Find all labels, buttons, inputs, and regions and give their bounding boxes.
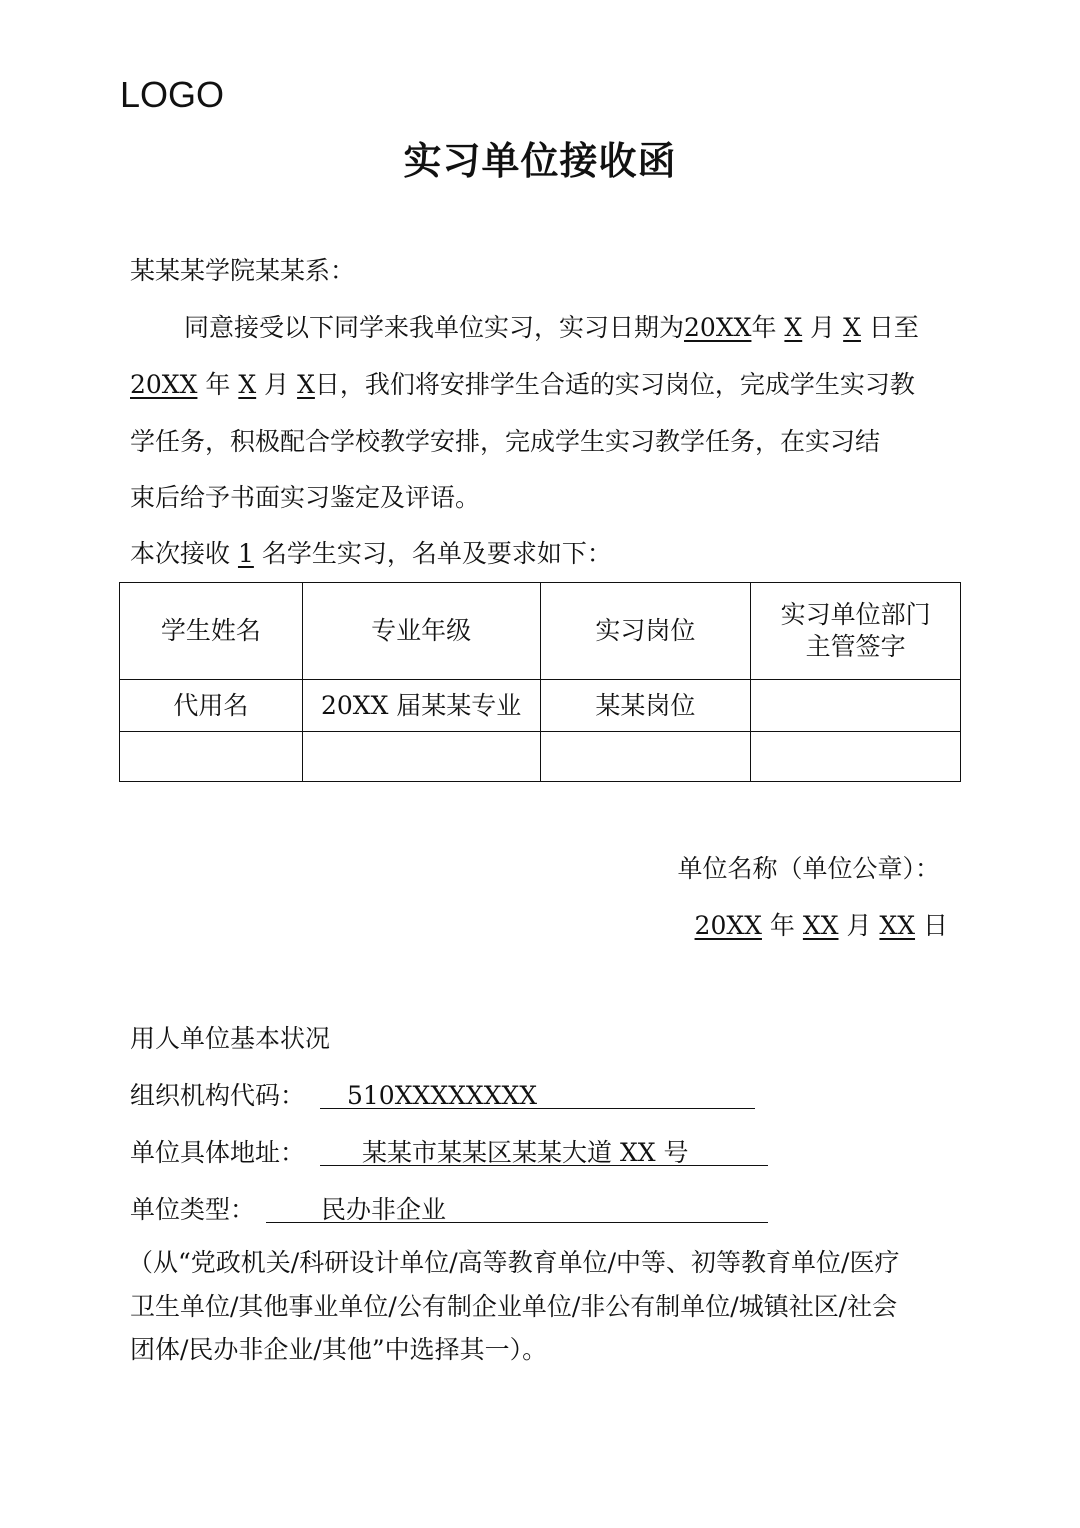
document-title: 实习单位接收函 [403, 138, 677, 183]
paragraph-line-4: 束后给予书面实习鉴定及评语。 [130, 483, 481, 512]
header-student-name: 学生姓名 [120, 583, 303, 680]
end-year: 20XX [130, 370, 198, 399]
end-month: X [238, 370, 257, 399]
cell-position: 某某岗位 [540, 680, 751, 732]
org-code-label: 组织机构代码： [130, 1081, 306, 1110]
start-month: X [784, 313, 803, 342]
cell-signature[interactable] [751, 680, 961, 732]
end-day: X [297, 370, 315, 399]
unit-type-value[interactable]: 民办非企业 [321, 1195, 447, 1224]
cell-major-grade: 20XX 届某某专业 [302, 680, 540, 732]
cell-signature[interactable] [751, 732, 961, 782]
paragraph-line-3: 学任务，积极配合学校教学安排，完成学生实习教学任务，在实习结 [130, 427, 881, 456]
address-label: 单位具体地址： [130, 1138, 306, 1167]
logo: LOGO [120, 74, 225, 115]
table-row [120, 680, 961, 732]
start-day: X [843, 313, 861, 342]
signature-date: 20XX 年 XX 月 XX 日 [694, 911, 948, 940]
employer-heading: 用人单位基本状况 [130, 1024, 331, 1053]
unit-type-label: 单位类型： [130, 1195, 256, 1224]
header-supervisor-signature: 实习单位部门 主管签字 [751, 583, 961, 680]
cell-position[interactable] [540, 732, 751, 782]
intern-table [119, 582, 961, 782]
salutation: 某某某学院某某系： [130, 256, 356, 285]
address-value[interactable]: 某某市某某区某某大道 XX 号 [362, 1138, 689, 1167]
unit-type-note-1: （从“党政机关/科研设计单位/高等教育单位/中等、初等教育单位/医疗 [128, 1248, 900, 1277]
intern-count: 1 [237, 539, 254, 568]
intern-count-line: 本次接收 1 名学生实习，名单及要求如下： [130, 539, 612, 568]
cell-major-grade[interactable] [302, 732, 540, 782]
start-year: 20XX [684, 313, 752, 342]
table-row [120, 732, 961, 782]
header-major-grade: 专业年级 [302, 583, 540, 680]
org-code-value[interactable]: 510XXXXXXXX [347, 1081, 538, 1110]
header-position: 实习岗位 [540, 583, 751, 680]
unit-type-note-3: 团体/民办非企业/其他”中选择其一）。 [130, 1335, 548, 1364]
cell-student-name: 代用名 [120, 680, 303, 732]
table-header-row [120, 583, 961, 680]
paragraph-line-1: 同意接受以下同学来我单位实习，实习日期为20XX年 X 月 X 日至 [184, 313, 919, 342]
cell-student-name[interactable] [120, 732, 303, 782]
unit-type-note-2: 卫生单位/其他事业单位/公有制企业单位/非公有制单位/城镇社区/社会 [130, 1292, 898, 1321]
paragraph-line-2: 20XX 年 X 月 X日，我们将安排学生合适的实习岗位，完成学生实习教 [130, 370, 915, 399]
unit-name-seal-label: 单位名称（单位公章）： [677, 854, 940, 883]
